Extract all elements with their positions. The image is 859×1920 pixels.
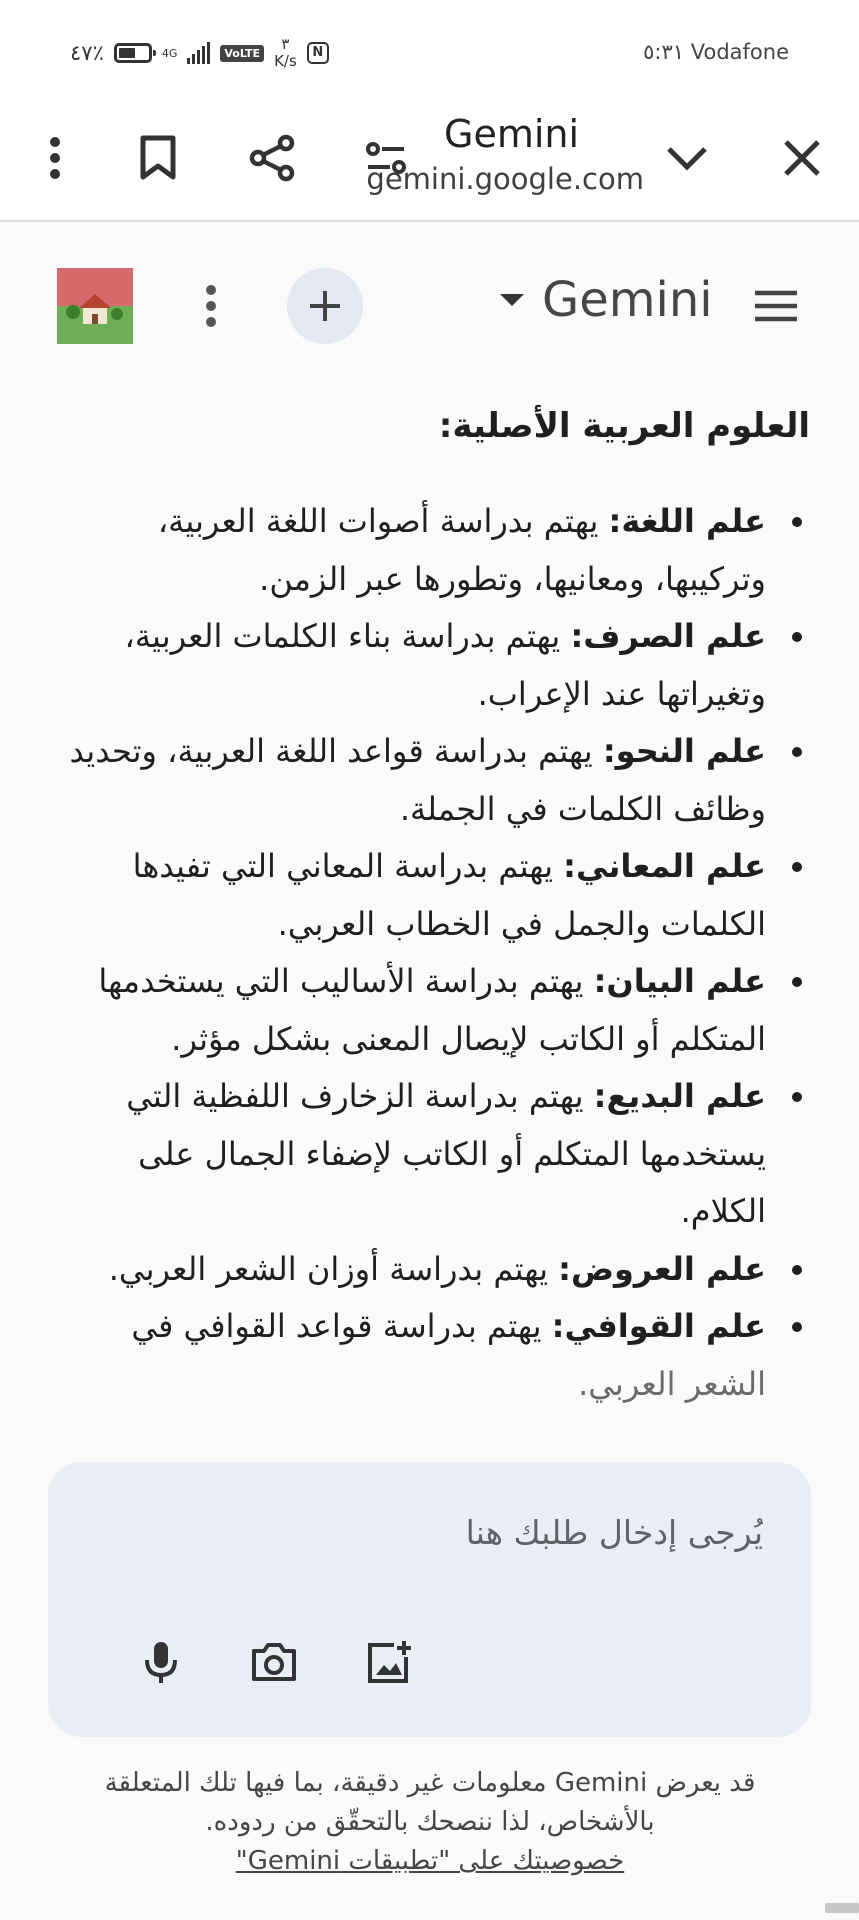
app-header <box>0 222 859 342</box>
add-image-icon[interactable] <box>361 1634 417 1690</box>
section-heading: العلوم العربية الأصلية: <box>438 406 810 446</box>
list-item <box>60 838 810 953</box>
list-item-desc: يهتم بدراسة الأساليب التي يستخدمها المتكلم أو الكاتب لإيصال المعنى بشكل مؤثر. <box>98 962 766 1058</box>
list-item-desc: يهتم بدراسة بناء الكلمات العربية، وتغيراتها عند الإعراب. <box>124 617 766 713</box>
battery-icon <box>114 43 152 63</box>
list-item <box>60 1298 810 1413</box>
dropdown-caret-icon <box>500 294 524 306</box>
close-icon[interactable] <box>772 128 832 188</box>
model-selector[interactable] <box>500 272 713 328</box>
disclaimer-text: قد يعرض Gemini معلومات غير دقيقة، بما فيها تلك المتعلقة بالأشخاص، لذا ننصحك بالتحقّق من ردوده. <box>104 1768 756 1837</box>
tab-url[interactable]: gemini.google.com <box>366 162 644 196</box>
list-item <box>60 493 810 608</box>
disclaimer <box>60 1764 800 1881</box>
speed-unit: K/s <box>274 52 297 70</box>
prompt-input[interactable] <box>161 1512 765 1553</box>
volte-badge: VoLTE <box>220 45 264 62</box>
hamburger-menu-icon[interactable] <box>748 284 804 328</box>
bookmark-icon[interactable] <box>128 128 188 188</box>
battery-percent: ٤٧٪ <box>70 41 104 65</box>
list-item <box>60 953 810 1068</box>
list-item-term: علم البديع: <box>593 1077 766 1115</box>
list-item-term: علم اللغة: <box>608 502 766 540</box>
network-type: 4G <box>161 46 178 60</box>
list-item-desc: يهتم بدراسة أوزان الشعر العربي. <box>108 1249 559 1288</box>
status-bar <box>0 0 859 100</box>
browser-toolbar <box>0 100 859 222</box>
bullet-list <box>60 493 810 1413</box>
camera-icon[interactable] <box>246 1634 302 1690</box>
list-item-term: علم البيان: <box>593 962 766 1000</box>
list-item-desc: يهتم بدراسة أصوات اللغة العربية، وتركيبها، ومعانيها، وتطورها عبر الزمن. <box>157 502 766 598</box>
list-item <box>60 1068 810 1241</box>
scrollbar[interactable] <box>825 1903 859 1913</box>
list-item-desc: يهتم بدراسة المعاني التي تفيدها الكلمات والجمل في الخطاب العربي. <box>132 847 766 943</box>
list-item-desc-streaming: الشعر العربي. <box>578 1364 766 1403</box>
list-item-term: علم النحو: <box>602 732 766 770</box>
list-item-term: علم الصرف: <box>570 617 766 655</box>
list-item <box>60 1241 810 1299</box>
plus-icon[interactable] <box>287 268 363 344</box>
share-icon[interactable] <box>242 128 302 188</box>
model-name: Gemini <box>542 272 713 328</box>
list-item <box>60 723 810 838</box>
list-item-term: علم المعاني: <box>563 847 766 885</box>
chevron-down-icon[interactable] <box>657 128 717 188</box>
more-vert-icon[interactable] <box>25 128 85 188</box>
network-speed <box>274 36 297 70</box>
microphone-icon[interactable] <box>133 1634 189 1690</box>
speed-value: ٣ <box>281 35 290 53</box>
list-item-term: علم القوافي: <box>551 1307 766 1345</box>
prompt-box <box>48 1462 811 1737</box>
privacy-link[interactable]: خصوصيتك على "تطبيقات Gemini" <box>235 1846 625 1876</box>
status-icons <box>70 36 329 70</box>
signal-icon <box>187 42 210 64</box>
nfc-icon: N <box>307 42 329 64</box>
avatar[interactable] <box>57 268 133 344</box>
more-vert-icon[interactable] <box>186 274 236 338</box>
list-item-desc: يهتم بدراسة قواعد القوافي في <box>131 1307 552 1345</box>
list-item-desc: يهتم بدراسة الزخارف اللفظية التي يستخدمها المتكلم أو الكاتب لإضفاء الجمال على الكلام. <box>126 1077 766 1230</box>
response-content <box>60 393 810 1413</box>
list-item <box>60 608 810 723</box>
list-item-desc: يهتم بدراسة قواعد اللغة العربية، وتحديد وظائف الكلمات في الجملة. <box>69 732 766 828</box>
time-carrier: ٥:٣١ Vodafone <box>643 40 789 64</box>
list-item-term: علم العروض: <box>558 1249 766 1288</box>
tab-title: Gemini <box>444 112 580 156</box>
